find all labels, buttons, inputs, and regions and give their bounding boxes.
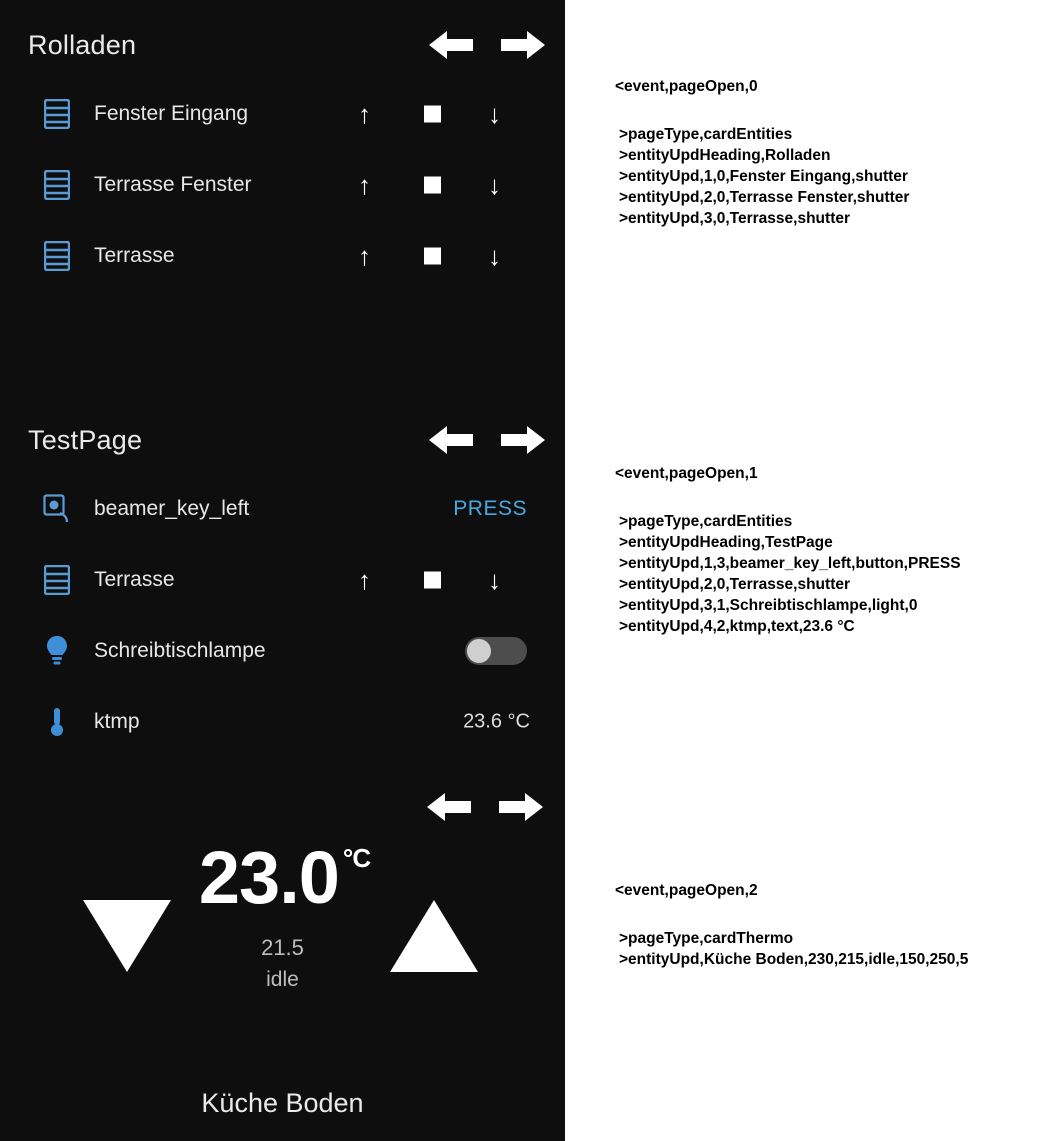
log-line: >pageType,cardEntities [619, 513, 793, 530]
arrow-down-glyph: ↓ [488, 240, 501, 271]
card-thermo [0, 770, 565, 1141]
arrow-right-icon[interactable] [501, 28, 545, 62]
target-temperature: 21.5 [261, 935, 304, 960]
arrow-left-icon[interactable] [429, 28, 473, 62]
card-header [0, 395, 565, 473]
log-line: >entityUpd,1,0,Fenster Eingang,shutter [619, 168, 908, 185]
list-item[interactable] [0, 473, 565, 544]
shutter-down-button[interactable] [488, 240, 501, 271]
list-item[interactable] [0, 615, 565, 686]
log-line: >entityUpd,4,2,ktmp,text,23.6 °C [619, 618, 855, 635]
log-line: >pageType,cardEntities [619, 126, 793, 143]
log-line: >entityUpd,2,0,Terrasse Fenster,shutter [619, 189, 910, 206]
log-line: >entityUpd,Küche Boden,230,215,idle,150,250,5 [619, 951, 969, 968]
arrow-right-icon[interactable] [499, 790, 543, 824]
arrow-up-glyph: ↑ [358, 98, 371, 129]
shutter-down-button[interactable] [488, 169, 501, 200]
list-item-label: Schreibtischlampe [94, 638, 266, 662]
shutter-stop-button[interactable] [424, 247, 441, 264]
arrow-down-glyph: ↓ [488, 169, 501, 200]
shutter-stop-button[interactable] [424, 105, 441, 122]
shutter-up-button[interactable] [358, 564, 371, 595]
arrow-left-icon[interactable] [427, 790, 471, 824]
log-line: >pageType,cardThermo [619, 930, 794, 947]
list-item-label: beamer_key_left [94, 496, 250, 520]
log-event-line: <event,pageOpen,0 [615, 78, 758, 95]
shutter-icon [40, 168, 74, 202]
thermostat-state: idle [266, 968, 299, 991]
page-navigation [429, 423, 545, 457]
list-item-label: Terrasse Fenster [94, 172, 252, 196]
card-header [0, 0, 565, 78]
log-block [615, 465, 961, 639]
entity-list [0, 78, 565, 291]
stop-square-icon [424, 247, 441, 264]
entity-list [0, 473, 565, 757]
list-item[interactable] [0, 78, 565, 149]
shutter-up-button[interactable] [358, 98, 371, 129]
list-item[interactable] [0, 544, 565, 615]
shutter-icon [40, 97, 74, 131]
temperature-value: 23.6 °C [463, 710, 530, 732]
page-navigation [429, 28, 545, 62]
thermostat-main [0, 825, 565, 1025]
arrow-left-icon[interactable] [429, 423, 473, 457]
lightbulb-icon [40, 634, 74, 668]
list-item [0, 686, 565, 757]
log-line: >entityUpdHeading,TestPage [619, 534, 833, 551]
arrow-up-glyph: ↑ [358, 240, 371, 271]
shutter-stop-button[interactable] [424, 571, 441, 588]
list-item-label: Terrasse [94, 567, 175, 591]
press-button[interactable]: PRESS [453, 496, 527, 520]
log-line: >entityUpd,3,1,Schreibtischlampe,light,0 [619, 597, 918, 614]
stop-square-icon [424, 105, 441, 122]
current-temperature-value: 23.0 [198, 836, 339, 919]
shutter-up-button[interactable] [358, 169, 371, 200]
log-block [615, 882, 968, 972]
thermometer-icon [40, 705, 74, 739]
log-line: >entityUpdHeading,Rolladen [619, 147, 831, 164]
arrow-down-glyph: ↓ [488, 98, 501, 129]
log-line: >entityUpd,1,3,beamer_key_left,button,PRESS [619, 555, 961, 572]
arrow-up-glyph: ↑ [358, 169, 371, 200]
current-temperature [0, 835, 565, 920]
page-navigation [427, 790, 543, 824]
arrow-up-glyph: ↑ [358, 564, 371, 595]
log-block [615, 78, 909, 231]
stop-square-icon [424, 176, 441, 193]
card-entities-testpage [0, 395, 565, 770]
stop-square-icon [424, 571, 441, 588]
temperature-unit: °C [342, 843, 371, 873]
list-item-label: ktmp [94, 709, 140, 733]
log-event-line: <event,pageOpen,2 [615, 882, 758, 899]
list-item-label: Terrasse [94, 243, 175, 267]
shutter-stop-button[interactable] [424, 176, 441, 193]
serial-log-panel [565, 0, 1045, 1141]
shutter-up-button[interactable] [358, 240, 371, 271]
log-line: >entityUpd,3,0,Terrasse,shutter [619, 210, 851, 227]
page-title: TestPage [28, 425, 143, 455]
log-line: >entityUpd,2,0,Terrasse,shutter [619, 576, 851, 593]
shutter-down-button[interactable] [488, 564, 501, 595]
list-item[interactable] [0, 149, 565, 220]
page-title: Rolladen [28, 30, 137, 60]
arrow-down-glyph: ↓ [488, 564, 501, 595]
button-icon [40, 492, 74, 526]
shutter-icon [40, 239, 74, 273]
arrow-right-icon[interactable] [501, 423, 545, 457]
list-item-label: Fenster Eingang [94, 101, 249, 125]
shutter-icon [40, 563, 74, 597]
thermostat-card [0, 770, 565, 1141]
toggle-knob [467, 639, 491, 663]
log-event-line: <event,pageOpen,1 [615, 465, 758, 482]
light-toggle-switch[interactable] [465, 637, 527, 665]
shutter-down-button[interactable] [488, 98, 501, 129]
thermostat-name: Küche Boden [201, 1088, 364, 1118]
list-item[interactable] [0, 220, 565, 291]
card-entities-rolladen [0, 0, 565, 395]
